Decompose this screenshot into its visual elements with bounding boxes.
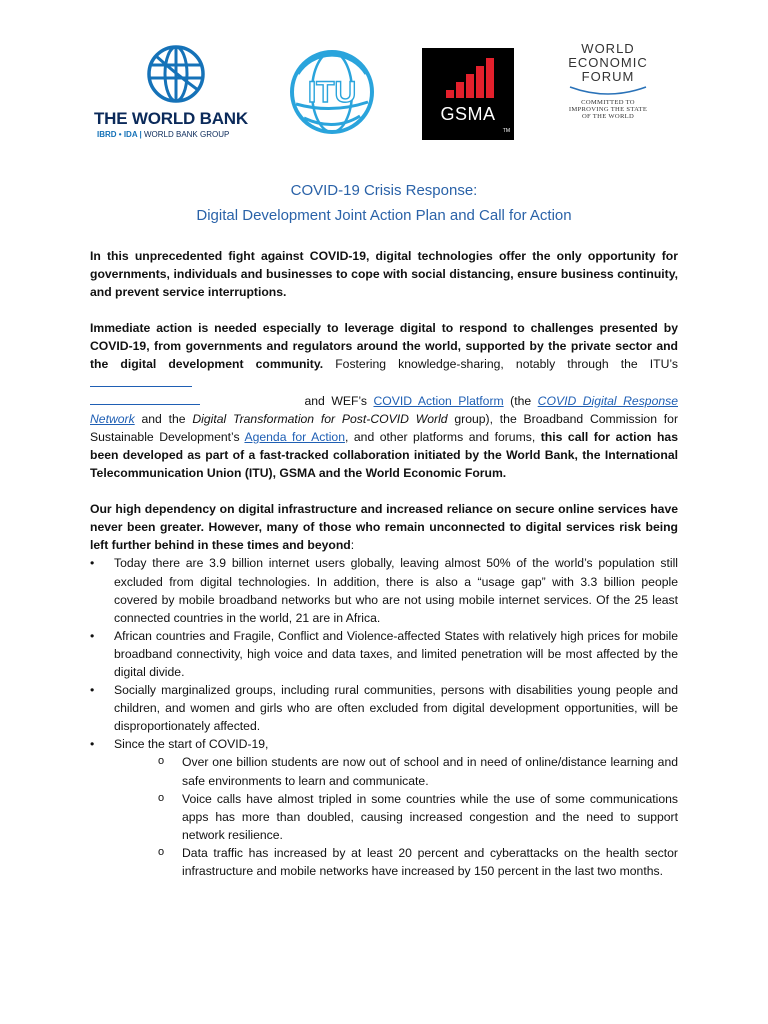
document-body <box>90 247 678 880</box>
list-item: • Socially marginalized groups, including rural communities, persons with disabilities young people and children, and women and girls who are often excluded from digital development opportunities, will be disproportionately affected. <box>90 681 678 735</box>
paragraph-immediate-action: Immediate action is needed especially to leverage digital to respond to challenges presented by COVID-19, from governments and regulators around the world, supported by the private sector and the digital development community. Fostering knowledge-sharing, notably through the ITU’s and WEF’s COVID Action Platform (the COVID Digital Response Network and the Digital Transformation for Post-COVID World group), the Broadband Commission for Sustainable Development’s Agenda for Action, and other platforms and forums, this call for action has been developed as part of a fast-tracked collaboration initiated by the World Bank, the International Telecommunication Union (ITU), GSMA and the World Economic Forum. <box>90 321 679 481</box>
wef-line-1: WORLD <box>581 41 635 56</box>
covid-action-platform-link[interactable]: COVID Action Platform <box>373 393 504 408</box>
agenda-for-action-link[interactable]: Agenda for Action <box>244 429 345 444</box>
impact-list <box>90 554 678 880</box>
wef-line-3: FORUM <box>581 69 635 84</box>
sub-list-item: o Voice calls have almost tripled in some countries while the use of some communications apps has more than doubled, causing increased congestion and the need to support network resilience. <box>158 790 678 844</box>
world-bank-logo <box>94 44 264 144</box>
document-title-line-2: Digital Development Joint Action Plan and Call for Action <box>196 207 572 224</box>
gsma-bars-icon <box>422 48 514 104</box>
gsma-text: GSMA <box>440 104 496 124</box>
list-item: • Today there are 3.9 billion internet users globally, leaving almost 50% of the world’s population still excluded from digital technologies. In addition, there is also a “usage gap” with 3.3 billion people covered by mobile broadband networks but who are not using mobile internet services. Of the 25 least connected countries in the world, 21 are in Africa. <box>90 554 678 626</box>
gsma-logo <box>422 48 514 140</box>
world-bank-subtitle: IBRD • IDA | WORLD BANK GROUP <box>97 130 230 139</box>
covid-impact-sublist <box>114 753 678 880</box>
covid-digital-response-network-link[interactable]: COVID Digital Response Network <box>90 393 678 426</box>
itu-logo <box>284 44 380 140</box>
itu-link-blank-2[interactable] <box>90 394 200 405</box>
paragraph-dependency: Our high dependency on digital infrastructure and increased reliance on secure online services have never been greater. However, many of those who remain unconnected to digital services risk being left further behind in these times and beyond: <box>90 502 678 553</box>
paragraph-intro: In this unprecedented fight against COVID-19, digital technologies offer the only opportunity for governments, individuals and businesses to cope with social distancing, ensure business continuity, and prevent service interruptions. <box>90 249 678 300</box>
wef-logo <box>558 42 658 142</box>
logo-bar <box>0 0 768 150</box>
wef-line-2: ECONOMIC <box>568 55 648 70</box>
world-bank-name: THE WORLD BANK <box>94 109 248 128</box>
document-title-line-1: COVID-19 Crisis Response: <box>290 182 478 199</box>
itu-link-blank[interactable] <box>90 376 192 387</box>
world-bank-globe-icon <box>146 44 206 104</box>
wef-tagline: COMMITTED TO IMPROVING THE STATE OF THE WORLD <box>568 99 648 120</box>
sub-list-item: o Data traffic has increased by at least 20 percent and cyberattacks on the health sector infrastructure and mobile networks have increased by 150 percent in the last two months. <box>158 844 678 880</box>
sub-list-item: o Over one billion students are now out of school and in need of online/distance learning and safe environments to learn and communicate. <box>158 753 678 789</box>
wef-arc-icon <box>568 85 648 97</box>
itu-text: ITU <box>307 76 357 109</box>
list-item: • African countries and Fragile, Conflict and Violence-affected States with relatively high prices for mobile broadband connectivity, high voice and data taxes, and limited penetration will be most affected by the digital divide. <box>90 627 678 681</box>
list-item: • Since the start of COVID-19, o Over one billion students are now out of school and in need of online/distance learning and safe environments to learn and communicate. o Voice calls have almost tripled in some countries while the use of some communications apps has more than doubled, causing increased congestion and the need to support network resilience. o Data traffic has increased by at least 20 percent and cyberattacks on the health sector infrastructure and mobile networks have increased by 150 percent in the last two months. <box>90 735 678 880</box>
gsma-trademark: TM <box>502 128 510 134</box>
